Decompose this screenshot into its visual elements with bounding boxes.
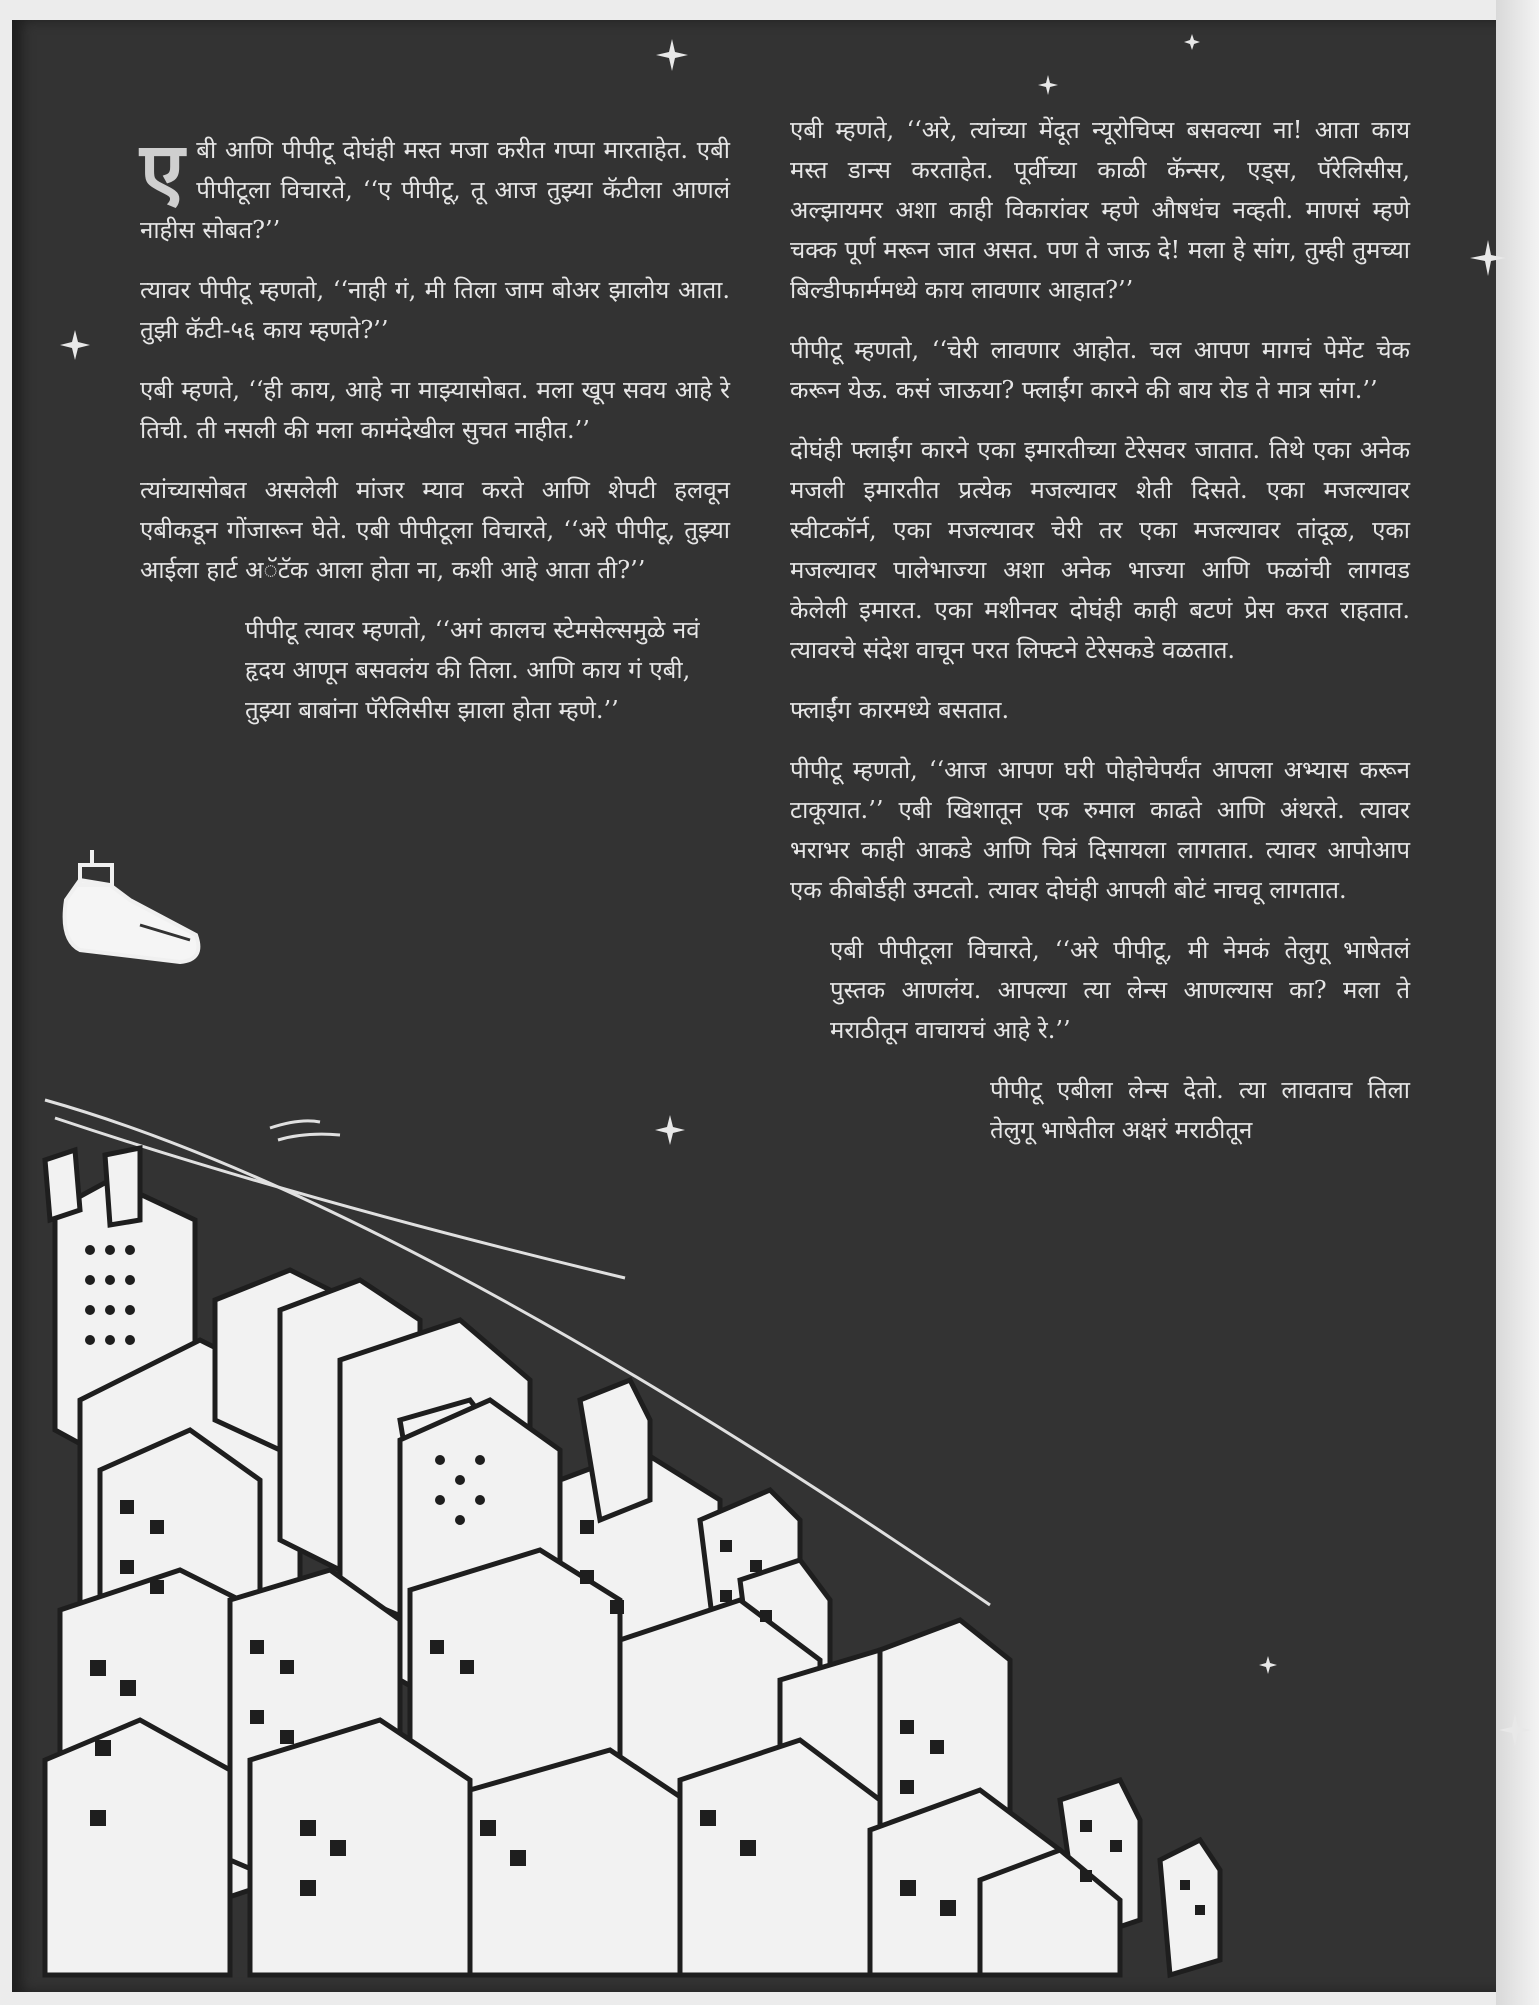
sparkle-star-icon [655, 1115, 685, 1145]
paragraph-10: पीपीटू म्हणतो, ‘‘आज आपण घरी पोहोचेपर्यंत आपला अभ्यास करून टाकूयात.’’ एबी खिशातून एक रुमाल काढते आणि अंथरते. त्यावर भराभर काही आकडे आणि चित्रं दिसायला लागतात. त्यावर आपोआप एक कीबोर्डही उमटतो. त्यावर दोघंही आपली बोटं नाचवू लागतात. [790, 756, 1410, 904]
flying-car-icon [65, 850, 199, 962]
sparkle-star-icon [1470, 240, 1506, 276]
sparkle-star-icon [656, 39, 688, 71]
paragraph-1-text: बी आणि पीपीटू दोघंही मस्त मजा करीत गप्पा मारताहेत. एबी पीपीटूला विचारते, ‘‘ए पीपीटू, तू आज तुझ्या कॅटीला आणलं नाहीस सोबत?’’ [140, 136, 730, 244]
paragraph-6: एबी म्हणते, ‘‘अरे, त्यांच्या मेंदूत न्यूरोचिप्स बसवल्या ना! आता काय मस्त डान्स करताहेत. पूर्वीच्या काळी कॅन्सर, एड्स, पॅरेलिसीस, अल्झायमर अशा काही विकारांवर म्हणे औषधंच नव्हती. माणसं म्हणे चक्क पूर्ण मरून जात असत. पण ते जाऊ दे! मला हे सांग, तुम्ही तुमच्या बिल्डीफार्ममध्ये काय लावणार आहात?’’ [790, 116, 1410, 304]
sparkle-star-icon [60, 330, 90, 360]
paragraph-2: त्यावर पीपीटू म्हणतो, ‘‘नाही गं, मी तिला जाम बोअर झालोय आता. तुझी कॅटी-५६ काय म्हणते?’’ [140, 276, 730, 344]
paragraph-7: पीपीटू म्हणतो, ‘‘चेरी लावणार आहोत. चल आपण मागचं पेमेंट चेक करून येऊ. कसं जाऊया? फ्लाईंग कारने की बाय रोड ते मात्र सांग.’’ [790, 336, 1410, 404]
city-buildings-illustration [45, 1148, 1220, 1975]
right-text-column [790, 110, 1410, 1170]
left-text-column [140, 124, 730, 750]
paragraph-9: फ्लाईंग कारमध्ये बसतात. [790, 696, 1010, 724]
drop-cap: ए [140, 124, 185, 218]
paragraph-11: एबी पीपीटूला विचारते, ‘‘अरे पीपीटू, मी नेमकं तेलुगू भाषेतलं पुस्तक आणलंय. आपल्या त्या लेन्स आणल्यास का? मला ते मराठीतून वाचायचं आहे रे.’’ [830, 936, 1410, 1044]
paragraph-3: एबी म्हणते, ‘‘ही काय, आहे ना माझ्यासोबत. मला खूप सवय आहे रे तिची. ती नसली की मला कामंदेखील सुचत नाहीत.’’ [140, 376, 730, 444]
sparkle-star-icon [1259, 1656, 1277, 1674]
sparkle-star-icon [1499, 1714, 1531, 1746]
sparkle-star-icon [1038, 75, 1058, 95]
paragraph-1 [140, 124, 730, 250]
sparkle-star-icon [1184, 34, 1200, 50]
paragraph-12: पीपीटू एबीला लेन्स देतो. त्या लावताच तिला तेलुगू भाषेतील अक्षरं मराठीतून [990, 1076, 1410, 1144]
paragraph-5: पीपीटू त्यावर म्हणतो, ‘‘अगं कालच स्टेमसेल्समुळे नवं हृदय आणून बसवलंय की तिला. आणि काय गं एबी, तुझ्या बाबांना पॅरेलिसीस झाला होता म्हणे.’’ [245, 616, 700, 724]
paragraph-8: दोघंही फ्लाईंग कारने एका इमारतीच्या टेरेसवर जातात. तिथे एका अनेक मजली इमारतीत प्रत्येक मजल्यावर शेती दिसते. एका मजल्यावर स्वीटकॉर्न, एका मजल्यावर चेरी तर एका मजल्यावर तांदूळ, एका मजल्यावर पालेभाज्या अशा अनेक भाज्या आणि फळांची लागवड केलेली इमारत. एका मशीनवर दोघंही काही बटणं प्रेस करत राहतात. त्यावरचे संदेश वाचून परत लिफ्टने टेरेसकडे वळतात. [790, 436, 1410, 664]
paragraph-4: त्यांच्यासोबत असलेली मांजर म्याव करते आणि शेपटी हलवून एबीकडून गोंजारून घेते. एबी पीपीटूला विचारते, ‘‘अरे पीपीटू, तुझ्या आईला हार्ट अॅटॅक आला होता ना, कशी आहे आता ती?’’ [140, 476, 730, 584]
